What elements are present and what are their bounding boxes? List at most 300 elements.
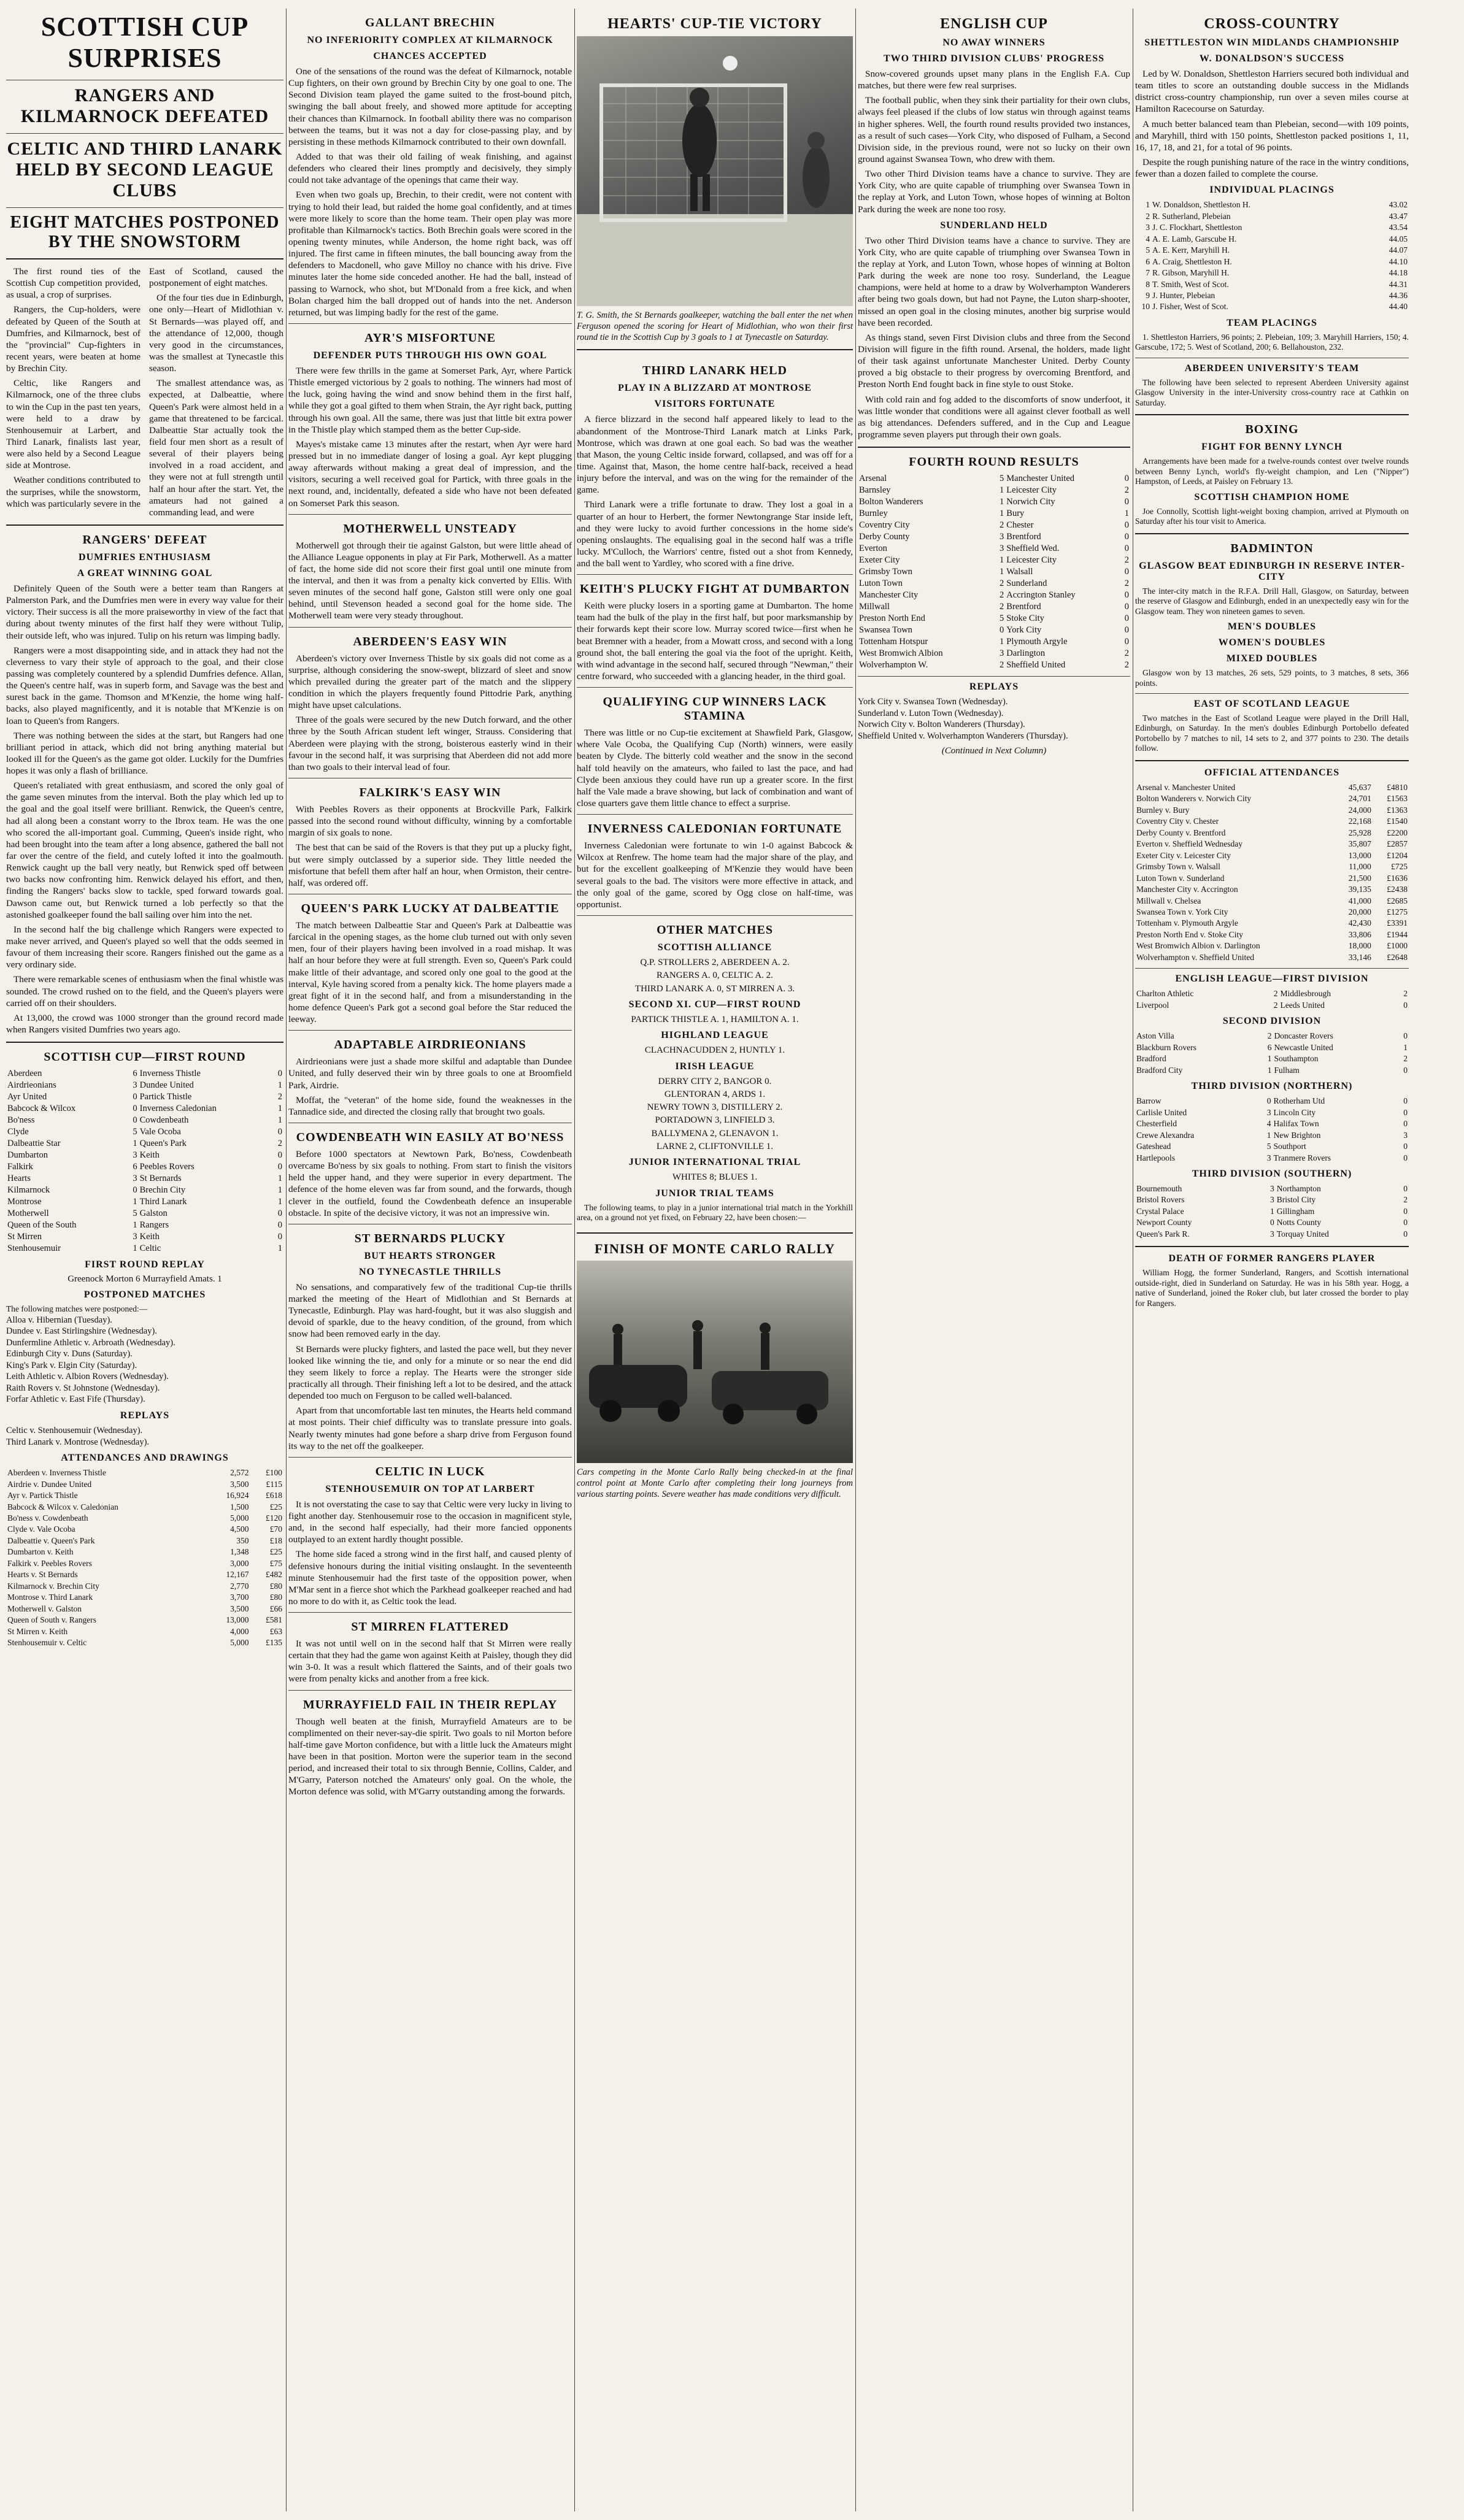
result-row — [1135, 1118, 1409, 1129]
table-row — [1135, 793, 1409, 804]
match: Motherwell v. Galston — [7, 1604, 82, 1613]
team-name: Walsall — [1006, 567, 1033, 577]
team-name: Chesterfield — [1136, 1119, 1177, 1129]
team-name: Fulham — [1274, 1065, 1300, 1075]
score: 2 — [277, 1139, 282, 1149]
place: 8 — [1146, 279, 1150, 289]
score: 1 — [1266, 1130, 1271, 1140]
receipts: £1636 — [1387, 873, 1408, 883]
time: 43.02 — [1389, 200, 1408, 210]
cross-country-head: CROSS-COUNTRY — [1204, 16, 1340, 32]
list-item: Celtic v. Stenhousemuir (Wednesday). — [6, 1426, 143, 1435]
score: 0 — [277, 1150, 282, 1161]
team-name: Plymouth Argyle — [1006, 637, 1068, 647]
name: R. Gibson, Maryhill H. — [1152, 268, 1230, 278]
result-row — [1135, 1217, 1409, 1228]
team-name: Tranmere Rovers — [1273, 1153, 1331, 1162]
official-attend-table — [1135, 782, 1409, 964]
score: 2 — [1124, 485, 1129, 496]
celtic-para: It is not overstating the case to say that Celtic were very lucky in living to fight another day. Stenhousemuir rose to the occasion in magnificent style, and, in the second half especially, had their more fancied opponents outplayed to an extent hardly thought possible. — [288, 1499, 572, 1545]
table-row — [1135, 828, 1409, 839]
ayr-head: AYR'S MISFORTUNE — [364, 331, 496, 345]
murrayfield-para: Though well beaten at the finish, Murrayfield Amateurs are to be complimented on their never-say-die spirit. Two goals to nil Morton before half-time gave Morton confidence, but with a little luck the Amateurs might have been in that position. Morton were the superior team in the second period, and increased their total to six through Bennie, Collins, Calder, and M'Garry, Paterson notched the Amateurs' only goal. On the whole, the Morton defence was solid, with M'Garry outstanding among the forwards. — [288, 1716, 572, 1797]
score: 2 — [1403, 1054, 1408, 1064]
team-name: Dumbarton — [7, 1150, 48, 1161]
team-name: Exeter City — [859, 555, 900, 566]
name: A. E. Lamb, Garscube H. — [1152, 234, 1237, 244]
time: 43.54 — [1389, 223, 1408, 232]
esl-head: EAST OF SCOTLAND LEAGUE — [1193, 698, 1350, 709]
attendance: 3,500 — [230, 1604, 249, 1613]
cowdenbeath-head: COWDENBEATH WIN EASILY AT BO'NESS — [296, 1130, 564, 1144]
hearts-head: HEARTS' CUP-TIE VICTORY — [607, 16, 822, 32]
team-name: Third Lanark — [139, 1197, 187, 1207]
third-sub2: VISITORS FORTUNATE — [654, 399, 776, 410]
match: Grimsby Town v. Walsall — [1136, 862, 1220, 872]
score: 2 — [1267, 1031, 1272, 1041]
column-1 — [6, 9, 283, 2511]
score: 1 — [277, 1174, 282, 1184]
match: St Mirren v. Keith — [7, 1626, 68, 1636]
team-name: Arsenal — [859, 474, 887, 484]
team-name: Hearts — [7, 1174, 31, 1184]
team-name: Derby County — [859, 532, 910, 542]
name: T. Smith, West of Scot. — [1152, 279, 1229, 289]
score: 3 — [133, 1232, 137, 1242]
irish-line: GLENTORAN 4, ARDS 1. — [664, 1089, 766, 1099]
table-row — [6, 1626, 283, 1637]
table-row — [6, 1569, 283, 1580]
rangers-sub2: A GREAT WINNING GOAL — [77, 567, 213, 578]
match: Swansea Town v. York City — [1136, 907, 1228, 917]
ayr-para: There were few thrills in the game at Somerset Park, Ayr, where Partick Thistle emerged victorious by 2 goals to nothing. The winners had most of the luck, going having the wind and snow behind them in the first half, while they got a goal gifted to them when Strain, the Ayr right back, putting through his own goal. All the same, there was just that little bit extra power in the Thistle play which stamped them as the better Cup-side. — [288, 365, 572, 435]
attendance: 39,135 — [1348, 885, 1371, 894]
drawings: £120 — [266, 1513, 282, 1523]
team-name: Accrington Stanley — [1006, 590, 1076, 601]
score: 0 — [1270, 1218, 1274, 1227]
place: 5 — [1146, 245, 1150, 255]
score: 0 — [277, 1208, 282, 1219]
result-row — [1135, 1053, 1409, 1064]
team-name: Bristol City — [1276, 1195, 1316, 1205]
match: Bo'ness v. Cowdenbeath — [7, 1513, 88, 1523]
third-para: Third Lanark were a trifle fortunate to draw. They lost a goal in a quarter of an hour to Herbert, the former Newtongrange Star inside left, and they were lucky to avoid further concessions in the home side's opening onslaughts. The equalising goal in the second half was a trifle lucky. M'Culloch, the Warriors' centre, fisted out a shot from Kennedy, and the ball went to Yardley, who scored with a fine drive. — [577, 499, 853, 569]
score: 0 — [1124, 602, 1129, 612]
table-row — [1135, 873, 1409, 884]
score: 0 — [1403, 1065, 1408, 1075]
table-row — [1135, 907, 1409, 918]
match: Burnley v. Bury — [1136, 805, 1190, 815]
stmirren-head: ST MIRREN FLATTERED — [351, 1620, 509, 1634]
team-name: Aberdeen — [7, 1069, 42, 1079]
receipts: £1363 — [1387, 805, 1408, 815]
place: 9 — [1146, 291, 1150, 301]
score: 3 — [1270, 1195, 1274, 1205]
match: Luton Town v. Sunderland — [1136, 873, 1225, 883]
team-name: Newport County — [1136, 1218, 1192, 1227]
team-name: Crewe Alexandra — [1136, 1130, 1195, 1140]
third-para: A fierce blizzard in the second half appeared likely to lead to the abandonment of the Montrose-Third Lanark match at Links Park, Montrose, which was drawn at one goal each. So bad was the weather that Mason, the young Celtic inside forward, collapsed, and was off for a time. Against that, Mason, the home centre half-back, received a head injury before the interval, and was on the wing for the remainder of the game. — [577, 414, 853, 496]
score: 3 — [1000, 532, 1004, 542]
saints-head: ST BERNARDS PLUCKY — [354, 1231, 506, 1245]
result-row — [1135, 1183, 1409, 1194]
team-name: Charlton Athletic — [1136, 989, 1194, 999]
alliance-line: RANGERS A. 0, CELTIC A. 2. — [657, 970, 773, 981]
drawings: £482 — [266, 1570, 282, 1580]
lead-para: Rangers, the Cup-holders, were defeated by Queen of the South at Dumfries, and Kilmarnock, best of the "provincial" Cup-fighters in recent years, were beaten at home by Brechin City. — [6, 304, 141, 374]
score: 3 — [1000, 544, 1004, 554]
result-row — [6, 1173, 283, 1185]
attendance: 22,168 — [1348, 816, 1371, 826]
list-item: King's Park v. Elgin City (Saturday). — [6, 1360, 137, 1370]
monte-head: FINISH OF MONTE CARLO RALLY — [594, 1240, 836, 1256]
score: 0 — [133, 1115, 137, 1126]
third-head: THIRD LANARK HELD — [642, 364, 787, 378]
list-item: Forfar Athletic v. East Fife (Thursday). — [6, 1394, 145, 1405]
attendance: 5,000 — [230, 1513, 249, 1523]
place: 1 — [1146, 200, 1150, 210]
score: 1 — [277, 1243, 282, 1254]
attendance: 1,348 — [230, 1547, 249, 1557]
badminton-final: Glasgow won by 13 matches, 26 sets, 529 points, to 3 matches, 8 sets, 366 points. — [1135, 668, 1409, 688]
match: Airdrie v. Dundee United — [7, 1479, 92, 1489]
sunderland-para: As things stand, seven First Division clubs and three from the Second Division will figure in the fifth round. Arsenal, the holders, made light of their task against unfortunate Manchester United. Derby County proved a big obstacle to their progress by overcoming Brentford, and Preston North End fought back in fine style to oust Stoke. — [858, 332, 1130, 390]
drawings: £63 — [269, 1626, 282, 1636]
time: 44.40 — [1389, 302, 1408, 312]
name: J. Fisher, West of Scot. — [1152, 302, 1228, 312]
score: 1 — [1000, 555, 1004, 566]
match: Kilmarnock v. Brechin City — [7, 1581, 99, 1591]
team-name: Manchester City — [859, 590, 919, 601]
score: 1 — [1267, 1065, 1272, 1075]
table-row — [1135, 301, 1409, 312]
team-name: Leicester City — [1006, 485, 1057, 496]
english-cup-sub: NO AWAY WINNERS — [942, 37, 1046, 48]
time: 44.31 — [1389, 279, 1408, 289]
score: 0 — [1403, 1183, 1408, 1193]
receipts: £1275 — [1387, 907, 1408, 917]
drawings: £25 — [269, 1547, 282, 1557]
team-name: Grimsby Town — [859, 567, 912, 577]
team-name: Queen of the South — [7, 1220, 77, 1231]
table-row — [1135, 884, 1409, 895]
table-row — [6, 1615, 283, 1626]
team-name: St Bernards — [139, 1174, 182, 1184]
falkirk-head: FALKIRK'S EASY WIN — [359, 786, 501, 800]
score: 4 — [1266, 1119, 1271, 1129]
table-row — [1135, 861, 1409, 872]
team-name: Keith — [139, 1150, 160, 1161]
receipts: £4810 — [1387, 782, 1408, 792]
result-row — [6, 1185, 283, 1196]
continued-note: (Continued in Next Column) — [941, 746, 1047, 756]
mixed-doubles-head: MIXED DOUBLES — [1226, 653, 1318, 664]
team-name: Bo'ness — [7, 1115, 35, 1126]
score: 0 — [1124, 532, 1129, 542]
score: 1 — [277, 1115, 282, 1126]
attendance: 3,700 — [230, 1592, 249, 1602]
drawings: £80 — [269, 1592, 282, 1602]
team-name: Kilmarnock — [7, 1185, 50, 1196]
sunderland-para: Two other Third Division teams have a chance to survive. They are York City, who are quite capable of triumphing over Swansea Town in the replay at York, and Luton Town, whose hopes of winning at Bolton Park during the week are none too rosy. Sunderland, the League champions, were held at home to a draw by Wolverhampton Wanderers after being two goals down, but had not Payne, the Luton sharp-shooter, missed an open goal in the closing minutes, another big surprise would have been recorded. — [858, 235, 1130, 328]
attendance: 4,500 — [230, 1524, 249, 1534]
team-name: Leicester City — [1006, 555, 1057, 566]
team-name: Sheffield Wed. — [1006, 544, 1060, 554]
monte-photo — [577, 1261, 853, 1463]
result-row — [6, 1243, 283, 1254]
score: 1 — [1000, 497, 1004, 507]
aber-univ-head: ABERDEEN UNIVERSITY'S TEAM — [1184, 363, 1360, 374]
team-name: Middlesbrough — [1280, 989, 1331, 999]
score: 1 — [1124, 509, 1129, 519]
team-name: Babcock & Wilcox — [7, 1104, 76, 1114]
attendance: 3,500 — [230, 1479, 249, 1489]
match: Wolverhampton v. Sheffield United — [1136, 952, 1254, 962]
aber-univ-para: The following have been selected to represent Aberdeen University against Glasgow University in the inter-University cross-country race at Cathkin on Saturday. — [1135, 377, 1409, 407]
adaptable-para: Moffat, the "veteran" of the home side, found the weaknesses in the Tannadice side, and directed the closing rally that brought two goals. — [288, 1094, 572, 1117]
murrayfield-head: MURRAYFIELD FAIL IN THEIR REPLAY — [302, 1697, 558, 1711]
lead-para: Celtic, like Rangers and Kilmarnock, one of the three clubs to win the Cup in the past ten years, were held to a draw by Stenhousemuir at Larbert, and Third Lanark, finalists last year, were also held by a Second League side at Montrose. — [6, 378, 141, 471]
fourth-round-head: FOURTH ROUND RESULTS — [909, 455, 1079, 469]
drawings: £618 — [266, 1491, 282, 1500]
table-row — [6, 1502, 283, 1513]
team-name: Manchester United — [1006, 474, 1075, 484]
table-row — [1135, 940, 1409, 951]
score: 0 — [1124, 497, 1129, 507]
celtic-head: CELTIC IN LUCK — [375, 1464, 485, 1478]
score: 2 — [1000, 520, 1004, 531]
name: A. E. Kerr, Maryhill H. — [1152, 245, 1230, 255]
postponed-intro: The following matches were postponed:— — [6, 1304, 148, 1314]
result-row — [6, 1080, 283, 1091]
team-name: Everton — [859, 544, 887, 554]
score: 0 — [1124, 520, 1129, 531]
score: 1 — [277, 1185, 282, 1196]
result-row — [858, 578, 1130, 590]
receipts: £1204 — [1387, 850, 1408, 860]
team-name: Southport — [1273, 1142, 1306, 1151]
drawings: £135 — [266, 1638, 282, 1648]
table-row — [1135, 234, 1409, 245]
score: 1 — [1000, 509, 1004, 519]
score: 0 — [1124, 474, 1129, 484]
score: 0 — [1124, 625, 1129, 636]
place: 6 — [1146, 256, 1150, 266]
table-row — [6, 1637, 283, 1648]
list-item: Alloa v. Hibernian (Tuesday). — [6, 1315, 112, 1325]
team-name: Peebles Rovers — [139, 1162, 195, 1172]
match: Ayr v. Partick Thistle — [7, 1491, 78, 1500]
score: 1 — [277, 1104, 282, 1114]
result-row — [6, 1091, 283, 1103]
score: 0 — [1403, 1119, 1408, 1129]
receipts: £3391 — [1387, 918, 1408, 928]
match: Derby County v. Brentford — [1136, 828, 1226, 837]
lead-para: Weather conditions contributed to the surprises, while the snowstorm, which was particularly severe in the East of Scotland, caused the postponement of eight matches. — [6, 266, 283, 509]
result-row — [1135, 1096, 1409, 1107]
team-name: Norwich City — [1006, 497, 1055, 507]
sch-para: Joe Connolly, Scottish light-weight boxing champion, arrived at Plymouth on Saturday after his tour visit to America. — [1135, 506, 1409, 526]
score: 2 — [1000, 602, 1004, 612]
match: West Bromwich Albion v. Darlington — [1136, 941, 1260, 951]
result-row — [6, 1220, 283, 1231]
list-item: Dundee v. East Stirlingshire (Wednesday). — [6, 1326, 157, 1337]
attendance: 33,806 — [1348, 929, 1371, 939]
replays-head: REPLAYS — [120, 1410, 170, 1421]
aberdeen-para: Three of the goals were secured by the new Dutch forward, and the other three by the South African student left winger, Strauss. Considering that Aberdeen were playing with the strong, boisterous easterly wind in their favour in the second half, it was surprising that Aberdeen did not add more than two goals to their interval lead of four. — [288, 715, 572, 772]
score: 0 — [1124, 590, 1129, 601]
table-row — [6, 1604, 283, 1615]
drawings: £70 — [269, 1524, 282, 1534]
team-name: Crystal Palace — [1136, 1206, 1184, 1216]
english-cup-para: The football public, when they sink their partiality for their own clubs, always feel pleased if the clubs of low status win through against teams in higher spheres. Well, the fourth round results provided two instances, as a result of such cases—York City, who disposed of Fulham, a Second Division side, in the previous round, were not so lucky on their own ground against Swansea Town, who drew with them. — [858, 95, 1130, 164]
score: 1 — [1000, 485, 1004, 496]
name: W. Donaldson, Shettleston H. — [1152, 200, 1250, 210]
table-row — [1135, 267, 1409, 279]
team-name: Doncaster Rovers — [1274, 1031, 1333, 1041]
match: Everton v. Sheffield Wednesday — [1136, 839, 1242, 849]
qualifying-head: QUALIFYING CUP WINNERS LACK STAMINA — [603, 695, 827, 723]
score: 3 — [133, 1150, 137, 1161]
score: 2 — [277, 1092, 282, 1102]
score: 1 — [277, 1197, 282, 1207]
results-head: SCOTTISH CUP—FIRST ROUND — [44, 1050, 246, 1064]
team-name: Bolton Wanderers — [859, 497, 923, 507]
team-name: Halifax Town — [1273, 1119, 1319, 1129]
irish-head: IRISH LEAGUE — [675, 1061, 755, 1072]
efl-head: ENGLISH LEAGUE—FIRST DIVISION — [1175, 974, 1369, 985]
team-name: Queen's Park — [139, 1139, 187, 1149]
esl-para: Two matches in the East of Scotland League were played in the Drill Hall, Edinburgh, on Saturday. In the men's doubles Edinburgh Portobello defeated Portobello by 7 matches to nil, 14 sets to 2, and 377 points to 230. The details follow. — [1135, 713, 1409, 753]
attendance: 20,000 — [1348, 907, 1371, 917]
result-row — [6, 1103, 283, 1115]
table-row — [1135, 952, 1409, 963]
result-row — [1135, 1031, 1409, 1042]
saints-para: St Bernards were plucky fighters, and lasted the pace well, but they never looked like winning the tie, and only for a minute or so near the end did they seem likely to force a replay. The Hearts were the stronger side practically all through. Their finishing left a lot to be desired, and the attack depended too much on Ferguson to be called well-balanced. — [288, 1343, 572, 1402]
individual-table — [1135, 199, 1409, 313]
score: 2 — [1124, 660, 1129, 670]
team-name: Dalbeattie Star — [7, 1139, 61, 1149]
keith-para: Keith were plucky losers in a sporting game at Dumbarton. The home team had the bulk of the play in the first half, but poor marksmanship by their forwards kept their score low. Murray scored twice—first when he beat Bremner with a header, from a Mowatt cross, and second with a long ground shot, the ball entering the goal via the foot of the upright. Keith, with wind advantage in the second half, secured through "Newman," their centre forward, who succeeded with a glancing header, in the third goal. — [577, 601, 853, 682]
result-row — [1135, 1229, 1409, 1240]
result-row — [1135, 1206, 1409, 1217]
attendance: 24,000 — [1348, 805, 1371, 815]
team-name: Blackburn Rovers — [1136, 1042, 1196, 1052]
list-item: Sunderland v. Luton Town (Wednesday). — [858, 708, 1004, 718]
team-name: Partick Thistle — [139, 1092, 192, 1102]
drawings: £25 — [269, 1502, 282, 1512]
match: Exeter City v. Leicester City — [1136, 850, 1231, 860]
match: Falkirk v. Peebles Rovers — [7, 1558, 92, 1568]
team-name: Stoke City — [1006, 613, 1044, 624]
score: 3 — [1266, 1153, 1271, 1162]
receipts: £2857 — [1387, 839, 1408, 849]
attendance: 41,000 — [1348, 896, 1371, 905]
cross-country-sub2: W. DONALDSON'S SUCCESS — [1199, 53, 1345, 64]
attendance: 13,000 — [226, 1615, 249, 1625]
place: 2 — [1146, 211, 1150, 221]
score: 5 — [1266, 1142, 1271, 1151]
team-name: Galston — [139, 1208, 168, 1219]
match: Clyde v. Vale Ocoba — [7, 1524, 75, 1534]
result-row — [1135, 1107, 1409, 1118]
result-row — [6, 1068, 283, 1080]
match: Coventry City v. Chester — [1136, 816, 1219, 826]
irish-line: DERRY CITY 2, BANGOR 0. — [658, 1076, 772, 1086]
receipts: £2200 — [1387, 828, 1408, 837]
team-name: Tottenham Hotspur — [859, 637, 928, 647]
attendance: 45,637 — [1348, 782, 1371, 792]
result-row — [858, 555, 1130, 566]
score: 1 — [133, 1220, 137, 1231]
column-rule — [574, 9, 575, 2511]
motherwell-para: Motherwell got through their tie against Galston, but were little ahead of the Alliance League opponents in play at Fir Park, Motherwell. As a matter of fact, the home side did not score their first goal until one minute from the interval, and then it was from a penalty kick converted by Ellis. With seven minutes of the second half gone, Galston still were only one goal behind, until Stevenson headed a second goal for the home side. The Motherwell team were very steady throughout. — [288, 540, 572, 621]
team-name: Brechin City — [139, 1185, 186, 1196]
score: 5 — [1000, 474, 1004, 484]
name: A. Craig, Shettleston H. — [1152, 256, 1232, 266]
team-name: Ayr United — [7, 1092, 47, 1102]
score: 0 — [1124, 613, 1129, 624]
attendance: 11,000 — [1349, 862, 1371, 872]
match: Tottenham v. Plymouth Argyle — [1136, 918, 1238, 928]
queens-para: The match between Dalbeattie Star and Queen's Park at Dalbeattie was farcical in the opening stages, as the home club turned out with only seven men, four of their players having been involved in a road mishap. It was half an hour before they were at full strength. Even so, Queen's Park could make little of their advantage, and scored only one goal to the good at the interval, Kyle having scored from a penalty kick. The home players made a great fight of it in the second half, and from a misunderstanding in the home defence Queen's Park got a second goal before the Star reduced the leeway. — [288, 920, 572, 1025]
table-row — [6, 1479, 283, 1490]
attendance: 350 — [236, 1535, 249, 1545]
irish-line: PORTADOWN 3, LINFIELD 3. — [655, 1115, 775, 1126]
womens-doubles-head: WOMEN'S DOUBLES — [1218, 637, 1326, 648]
result-row — [1135, 988, 1409, 999]
aberdeen-para: Aberdeen's victory over Inverness Thistle by six goals did not come as a surprise, although considering the snow-swept, blizzard of sleet and snow which prevailed during the greater part of the match and the slippery condition in which the players frequently found Pittodrie Park, anything might have upset calculations. — [288, 653, 572, 711]
second-xi-line: PARTICK THISTLE A. 1, HAMILTON A. 1. — [631, 1014, 799, 1024]
table-row — [1135, 279, 1409, 290]
death-para: William Hogg, the former Sunderland, Rangers, and Scottish international outside-right, died in Sunderland on Saturday. He was in his 58th year. Hogg, a native of Sunderland, joined the Roker club, but later crossed the border to play for Rangers. — [1135, 1268, 1409, 1308]
mens-doubles-head: MEN'S DOUBLES — [1227, 621, 1317, 632]
score: 3 — [133, 1080, 137, 1091]
stmirren-para: It was not until well on in the second half that St Mirren were really certain that they had the game won against Keith at Paisley, though they did win 3-0. It was a result which flattered the Saints, and of their goals two were from penalty kicks and another from a free kick. — [288, 1638, 572, 1684]
list-item: Dunfermline Athletic v. Arbroath (Wednesday). — [6, 1337, 175, 1348]
score: 2 — [1000, 590, 1004, 601]
team-name: Darlington — [1006, 648, 1046, 659]
english-cup-para: Snow-covered grounds upset many plans in the English F.A. Cup matches, but there were few real surprises. — [858, 69, 1130, 91]
score: 3 — [1266, 1107, 1271, 1117]
team-name: York City — [1006, 625, 1042, 636]
receipts: £1563 — [1387, 794, 1408, 804]
postponed-head: POSTPONED MATCHES — [83, 1289, 206, 1300]
cc-para: Led by W. Donaldson, Shettleston Harriers secured both individual and team titles to score an outstanding double success in the Midlands district cross-country championship, run over a seven miles course at Hamilton Racecourse on Saturday. — [1135, 69, 1409, 115]
alliance-head: SCOTTISH ALLIANCE — [657, 942, 772, 953]
sunderland-head: SUNDERLAND HELD — [940, 220, 1048, 231]
table-row — [1135, 290, 1409, 301]
score: 3 — [1270, 1229, 1274, 1239]
score: 3 — [133, 1174, 137, 1184]
attendance: 35,807 — [1348, 839, 1371, 849]
third-south-table — [1135, 1183, 1409, 1240]
receipts: £1944 — [1387, 929, 1408, 939]
boxing-para: Arrangements have been made for a twelve-rounds contest over twelve rounds between Benny Lynch, world's fly-weight champion, and Len ("Nipper") Hampston, of Leeds, at Paisley on February 13. — [1135, 456, 1409, 486]
aberdeen-head: ABERDEEN'S EASY WIN — [353, 634, 507, 648]
postponed-list — [6, 1315, 283, 1405]
team-name: Bournemouth — [1136, 1183, 1182, 1193]
table-row — [1135, 782, 1409, 793]
team-name: Inverness Thistle — [139, 1069, 201, 1079]
team-name: Chester — [1006, 520, 1034, 531]
receipts: £1000 — [1387, 941, 1408, 951]
badminton-para: The inter-city match in the R.F.A. Drill Hall, Glasgow, on Saturday, between the reserve of Glasgow and Edinburgh, ended in an unexpectedly easy win for the Glasgow team. They won nineteen games to seven. — [1135, 586, 1409, 616]
third-north-head: THIRD DIVISION (NORTHERN) — [1191, 1081, 1353, 1092]
team-name: Wolverhampton W. — [859, 660, 928, 670]
team-name: Lincoln City — [1273, 1107, 1316, 1117]
result-row — [858, 496, 1130, 508]
